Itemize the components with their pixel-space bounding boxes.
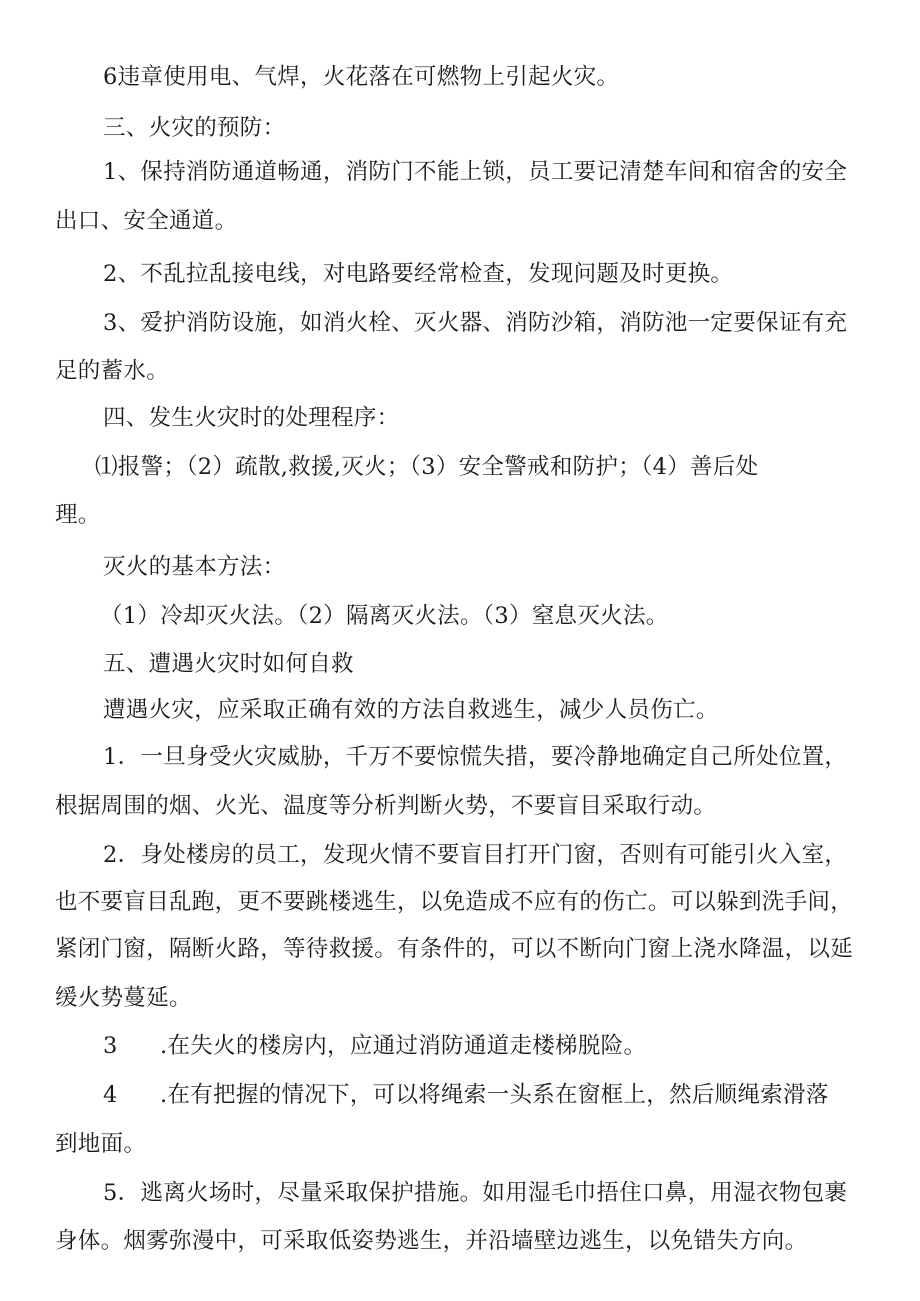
paragraph-line: 1．一旦身受火灾威胁，千万不要惊慌失措，要冷静地确定自己所处位置， (103, 744, 848, 770)
paragraph-line: 2．身处楼房的员工，发现火情不要盲目打开门窗，否则有可能引火入室， (103, 842, 848, 868)
paragraph-line: 遭遇火灾，应采取正确有效的方法自救逃生，减少人员伤亡。 (103, 697, 719, 723)
section-heading: 五、遭遇火灾时如何自救 (103, 651, 354, 677)
paragraph-line: 身体。烟雾弥漫中，可采取低姿势逃生，并沿墙壁边逃生，以免错失方向。 (55, 1228, 808, 1254)
list-item-number: 3 (103, 1033, 118, 1059)
paragraph-line: 紧闭门窗，隔断火路，等待救援。有条件的，可以不断向门窗上浇水降温，以延 (55, 936, 854, 962)
paragraph-line: 3、爱护消防设施，如消火栓、灭火器、消防沙箱，消防池一定要保证有充 (103, 310, 848, 336)
paragraph-line: 6违章使用电、气焊，火花落在可燃物上引起火灾。 (103, 64, 620, 90)
paragraph-line: .在有把握的情况下，可以将绳索一头系在窗框上，然后顺绳索滑落 (160, 1082, 829, 1108)
paragraph-line: 5．逃离火场时，尽量采取保护措施。如用湿毛巾捂住口鼻，用湿衣物包裹 (103, 1180, 848, 1206)
paragraph-line: 到地面。 (55, 1131, 147, 1157)
paragraph-line: .在失火的楼房内，应通过消防通道走楼梯脱险。 (160, 1033, 647, 1059)
paragraph-line: 理。 (55, 502, 101, 528)
paragraph-line: 1、保持消防通道畅通，消防门不能上锁，员工要记清楚车间和宿舍的安全 (103, 159, 848, 185)
paragraph-line: 缓火势蔓延。 (55, 985, 192, 1011)
section-heading: 三、火灾的预防： (103, 115, 286, 141)
paragraph-line: 也不要盲目乱跑，更不要跳楼逃生，以免造成不应有的伤亡。可以躲到洗手间， (55, 889, 854, 915)
section-heading: 四、发生火灾时的处理程序： (103, 405, 400, 431)
paragraph-line: ⑴报警；（2）疏散,救援,灭火；（3）安全警戒和防护；（4）善后处 (95, 454, 759, 480)
list-item-number: 4 (103, 1082, 118, 1108)
paragraph-line: 根据周围的烟、火光、温度等分析判断火势，不要盲目采取行动。 (55, 793, 717, 819)
paragraph-line: 出口、安全通道。 (55, 208, 238, 234)
paragraph-line: （1）冷却灭火法。（2）隔离灭火法。（3）窒息灭火法。 (100, 603, 669, 629)
paragraph-line: 足的蓄水。 (55, 358, 170, 384)
subheading: 灭火的基本方法： (103, 554, 286, 580)
paragraph-line: 2、不乱拉乱接电线，对电路要经常检查，发现问题及时更换。 (103, 261, 734, 287)
